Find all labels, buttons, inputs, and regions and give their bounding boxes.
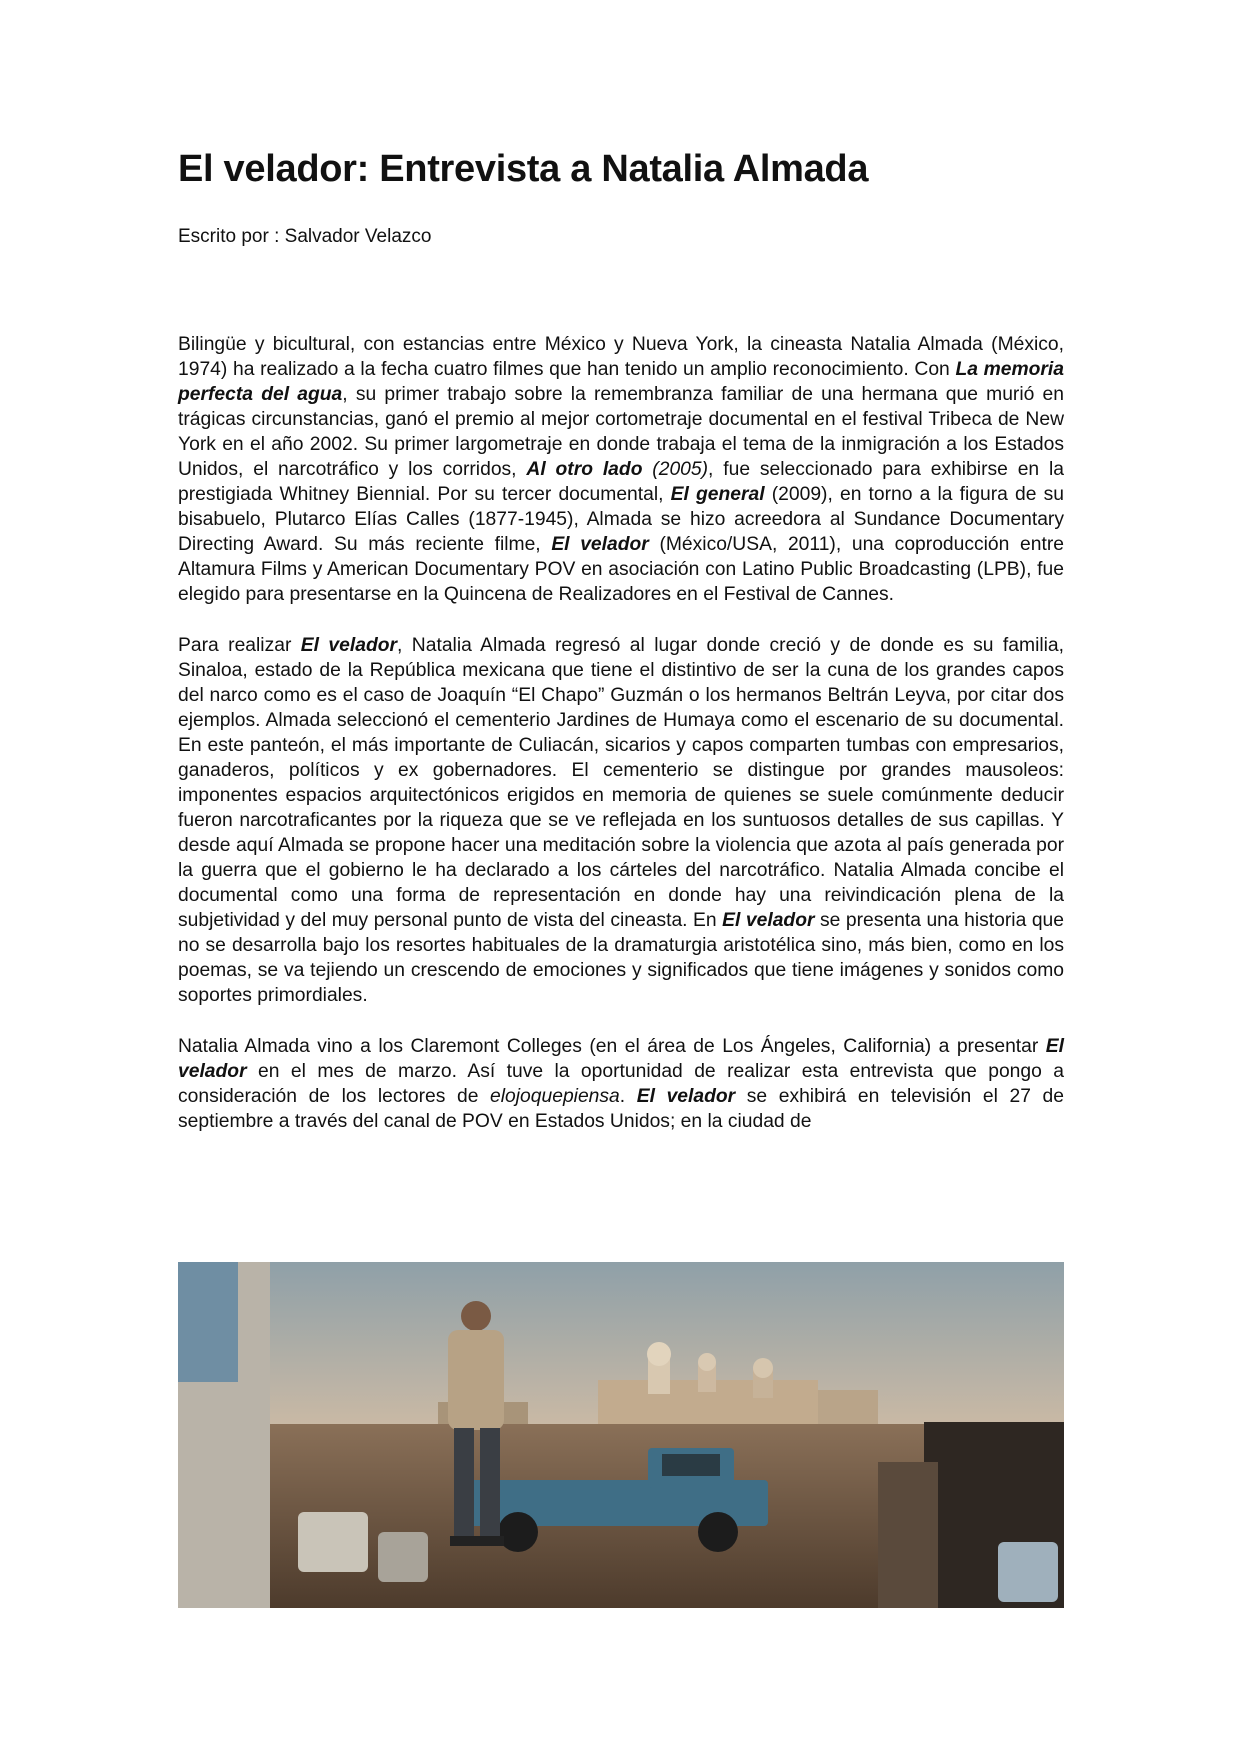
film-title: El general [670, 484, 765, 505]
byline: Escrito por : Salvador Velazco [178, 226, 432, 247]
article-body [178, 332, 1064, 1160]
film-title: La memoria perfecta del agua [178, 359, 1064, 405]
publication-name: elojoquepiensa [490, 1086, 620, 1107]
film-still-illustration [178, 1262, 1064, 1608]
film-title: El velador [636, 1086, 736, 1107]
film-title: El velador [722, 910, 815, 931]
paragraph-2: Para realizar El velador, Natalia Almada regresó al lugar donde creció y de donde es su familia, Sinaloa, estado de la República mexicana que tiene el distintivo de ser la cuna de los grandes capos del narco como es el caso de Joaquín “El Chapo” Guzmán o los hermanos Beltrán Leyva, por citar dos ejemplos. Almada seleccionó el cementerio Jardines de Humaya como el escenario de su documental. En este panteón, el más importante de Culiacán, sicarios y capos comparten tumbas con empresarios, ganaderos, políticos y ex gobernadores. El cementerio se distingue por grandes mausoleos: imponentes espacios arquitectónicos erigidos en memoria de quienes se suele comúnmente deducir fueron narcotraficantes por la riqueza que se ve reflejada en los suntuosos detalles de sus capillas. Y desde aquí Almada se propone hacer una meditación sobre la violencia que azota al país generada por la guerra que el gobierno le ha declarado a los cárteles del narcotráfico. Natalia Almada concibe el documental como una forma de representación en donde hay una reivindicación plena de la subjetividad y del muy personal punto de vista del cineasta. En El velador se presenta una historia que no se desarrolla bajo los resortes habituales de la dramaturgia aristotélica sino, más bien, como en los poemas, se va tejiendo un crescendo de emociones y significados que tiene imágenes y sonidos como soportes primordiales. [178, 635, 1064, 1006]
film-title: El velador [300, 635, 398, 656]
film-title: El velador [551, 534, 649, 555]
paragraph-3: Natalia Almada vino a los Claremont Colleges (en el área de Los Ángeles, California) a presentar El velador en el mes de marzo. Así tuve la oportunidad de realizar esta entrevista que pongo a consideración de los lectores de elojoquepiensa. El velador se exhibirá en televisión el 27 de septiembre a través del canal de POV en Estados Unidos; en la ciudad de [178, 1036, 1064, 1132]
film-title: El velador [178, 1036, 1064, 1082]
article-title: El velador: Entrevista a Natalia Almada [178, 148, 869, 190]
film-title: Al otro lado [526, 459, 643, 480]
film-still-photo [178, 1262, 1064, 1608]
paragraph-1: Bilingüe y bicultural, con estancias entre México y Nueva York, la cineasta Natalia Almada (México, 1974) ha realizado a la fecha cuatro filmes que han tenido un amplio reconocimiento. Con La memoria perfecta del agua, su primer trabajo sobre la remembranza familiar de una hermana que murió en trágicas circunstancias, ganó el premio al mejor cortometraje documental en el festival Tribeca de New York en el año 2002. Su primer largometraje en donde trabaja el tema de la inmigración a los Estados Unidos, el narcotráfico y los corridos, Al otro lado (2005), fue seleccionado para exhibirse en la prestigiada Whitney Biennial. Por su tercer documental, El general (2009), en torno a la figura de su bisabuelo, Plutarco Elías Calles (1877-1945), Almada se hizo acreedora al Sundance Documentary Directing Award. Su más reciente filme, El velador (México/USA, 2011), una coproducción entre Altamura Films y American Documentary POV en asociación con Latino Public Broadcasting (LPB), fue elegido para presentarse en la Quincena de Realizadores en el Festival de Cannes. [178, 334, 1065, 605]
